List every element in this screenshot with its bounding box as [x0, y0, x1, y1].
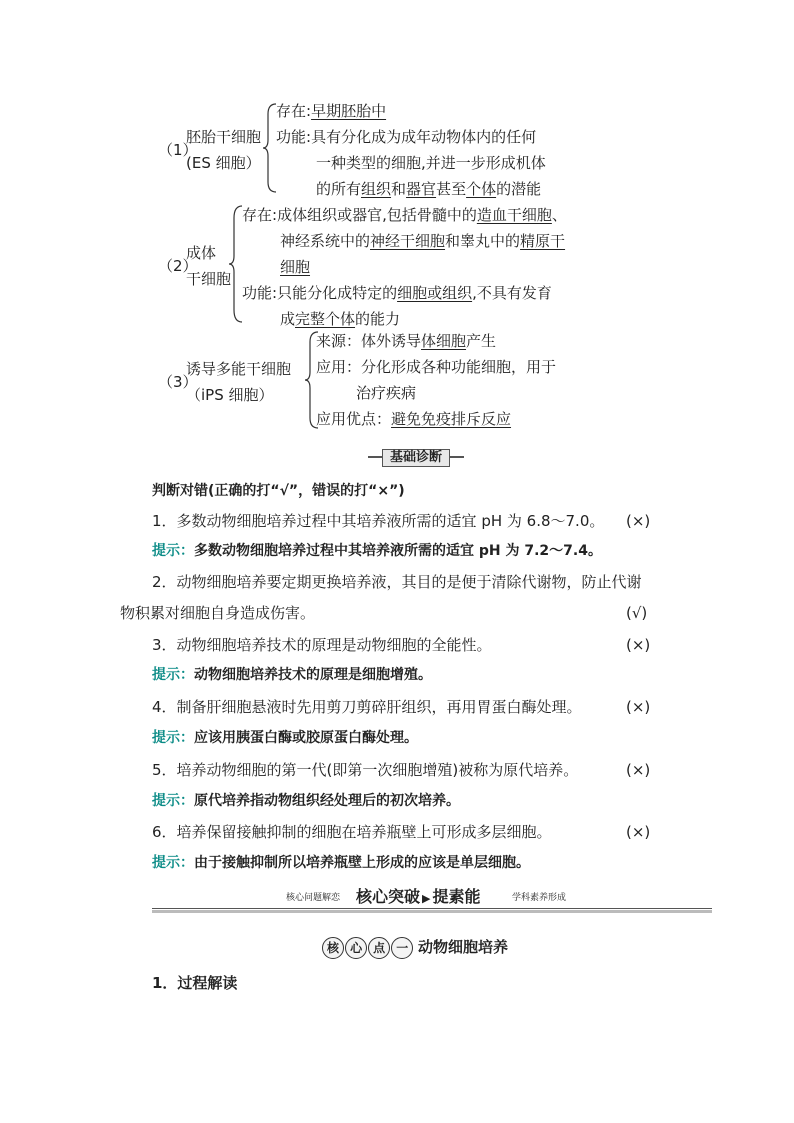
hint-text: 动物细胞培养技术的原理是细胞增殖。 — [194, 667, 432, 683]
answer-mark-3: (×) — [626, 636, 651, 654]
section2-name2: 干细胞 — [186, 270, 232, 288]
text: 只能分化成特定的 — [277, 284, 398, 302]
text: 成体组织或器官,包括骨髓中的 — [277, 206, 477, 224]
underlined-term: 组织 — [361, 180, 392, 198]
section3-number: （3） — [158, 373, 198, 391]
section1-abbr: (ES 细胞） — [186, 154, 261, 172]
answer-mark-1: (×) — [626, 512, 651, 530]
section1-exist-value: 早期胚胎中 — [311, 102, 387, 120]
underlined-term: 避免免疫排斥反应 — [391, 410, 512, 428]
hint-label: 提示： — [152, 667, 194, 683]
section1-number: （1） — [158, 141, 198, 159]
hint-3 — [152, 662, 432, 688]
underlined-term: 神经干细胞 — [370, 232, 446, 250]
core-banner-left: 核心问题解恋 — [286, 893, 341, 903]
underlined-term: 完整个体 — [295, 310, 356, 328]
text: 的能力 — [355, 310, 401, 328]
section3-abbr: （iPS 细胞） — [186, 386, 274, 404]
section2-exist-line2 — [280, 228, 565, 254]
text: 产生 — [466, 332, 497, 350]
text: 甚至 — [436, 180, 467, 198]
section3-source — [316, 328, 496, 354]
section2-func-label: 功能: — [242, 284, 278, 302]
question-5: 5．培养动物细胞的第一代(即第一次细胞增殖)被称为原代培养。 — [152, 761, 579, 779]
core-divider-shadow — [152, 910, 712, 913]
hint-label: 提示： — [152, 543, 194, 559]
section1-exist-label: 存在: — [276, 102, 312, 120]
hint-6 — [152, 850, 530, 876]
hint-5 — [152, 788, 460, 814]
badge-char: 一 — [391, 937, 413, 959]
hint-4 — [152, 725, 418, 751]
section1-name: 胚胎干细胞 — [186, 128, 262, 146]
text: 和睾丸中的 — [445, 232, 521, 250]
section1-func-line3 — [316, 176, 541, 202]
hint-label: 提示： — [152, 730, 194, 746]
text: 、 — [551, 206, 567, 224]
section3-adv-label: 应用优点： — [316, 410, 392, 428]
section2-func-line1 — [242, 280, 552, 306]
section2-exist-line3 — [280, 254, 310, 280]
underlined-term: 个体 — [466, 180, 497, 198]
core-divider — [152, 908, 712, 909]
section2-name1: 成体 — [186, 244, 217, 262]
text: 分化形成各种功能细胞，用于 — [361, 358, 557, 376]
hint-text: 多数动物细胞培养过程中其培养液所需的适宜 pH 为 7.2～7.4。 — [194, 543, 602, 559]
hint-text: 由于接触抑制所以培养瓶壁上形成的应该是单层细胞。 — [194, 855, 530, 871]
section3-name: 诱导多能干细胞 — [186, 360, 292, 378]
text: 和 — [391, 180, 407, 198]
text: 神经系统中的 — [280, 232, 371, 250]
section2-number: （2） — [158, 257, 198, 275]
underlined-term: 造血干细胞 — [476, 206, 552, 224]
hint-text: 原代培养指动物组织经处理后的初次培养。 — [194, 793, 460, 809]
question-4: 4．制备肝细胞悬液时先用剪刀剪碎肝组织，再用胃蛋白酶处理。 — [152, 698, 582, 716]
text: ,不具有发育 — [472, 284, 552, 302]
hint-label: 提示： — [152, 855, 194, 871]
badge-char: 点 — [368, 937, 390, 959]
answer-mark-5: (×) — [626, 761, 651, 779]
text: 成 — [280, 310, 296, 328]
section2-exist-label: 存在: — [242, 206, 278, 224]
question-1: 1．多数动物细胞培养过程中其培养液所需的适宜 pH 为 6.8～7.0。 — [152, 512, 605, 530]
core-banner-right: 学科素养形成 — [512, 893, 567, 903]
underlined-term: 器官 — [406, 180, 437, 198]
underlined-term: 细胞 — [280, 258, 311, 276]
section3-source-label: 来源： — [316, 332, 362, 350]
underlined-term: 体细胞 — [421, 332, 467, 350]
answer-mark-6: (×) — [626, 823, 651, 841]
core-point-title: 动物细胞培养 — [418, 938, 509, 956]
underlined-term: 精原干 — [520, 232, 566, 250]
section3-app-label: 应用： — [316, 358, 362, 376]
section1-func-text1: 具有分化成为成年动物体内的任何 — [311, 128, 537, 146]
core-banner-main2: 提素能 — [432, 887, 481, 906]
question-2-line1: 2．动物细胞培养要定期更换培养液，其目的是便于清除代谢物，防止代谢 — [152, 573, 642, 591]
core-banner-main1: 核心突破 — [356, 887, 421, 906]
hint-text: 应该用胰蛋白酶或胶原蛋白酶处理。 — [194, 730, 418, 746]
badge-char: 心 — [345, 937, 367, 959]
core-banner-main — [356, 886, 481, 910]
question-2-line2: 物积累对细胞自身造成伤害。 — [120, 604, 316, 622]
banner-title: 基础诊断 — [382, 449, 450, 467]
answer-mark-4: (×) — [626, 698, 651, 716]
section1-exist — [276, 98, 386, 124]
answer-mark-2: (√) — [626, 604, 648, 622]
core-point-badge — [322, 937, 409, 959]
hint-label: 提示： — [152, 793, 194, 809]
arrow-icon: ▶ — [422, 892, 431, 905]
judge-title: 判断对错(正确的打“√”，错误的打“×”) — [152, 483, 405, 499]
process-title: 1．过程解读 — [152, 974, 238, 992]
hint-1 — [152, 538, 602, 564]
question-3: 3．动物细胞培养技术的原理是动物细胞的全能性。 — [152, 636, 492, 654]
section3-app-line1 — [316, 354, 556, 380]
section3-app-line2: 治疗疾病 — [356, 384, 417, 402]
section1-func-line1 — [276, 124, 536, 150]
question-6: 6．培养保留接触抑制的细胞在培养瓶壁上可形成多层细胞。 — [152, 823, 552, 841]
underlined-term: 细胞或组织 — [397, 284, 473, 302]
section1-func-line2: 一种类型的细胞,并进一步形成机体 — [316, 154, 546, 172]
badge-char: 核 — [322, 937, 344, 959]
section1-func-label: 功能: — [276, 128, 312, 146]
text: 的所有 — [316, 180, 362, 198]
text: 体外诱导 — [361, 332, 422, 350]
section3-advantage — [316, 406, 511, 432]
section-banner — [368, 449, 464, 465]
text: 的潜能 — [496, 180, 542, 198]
section2-exist-line1 — [242, 202, 567, 228]
